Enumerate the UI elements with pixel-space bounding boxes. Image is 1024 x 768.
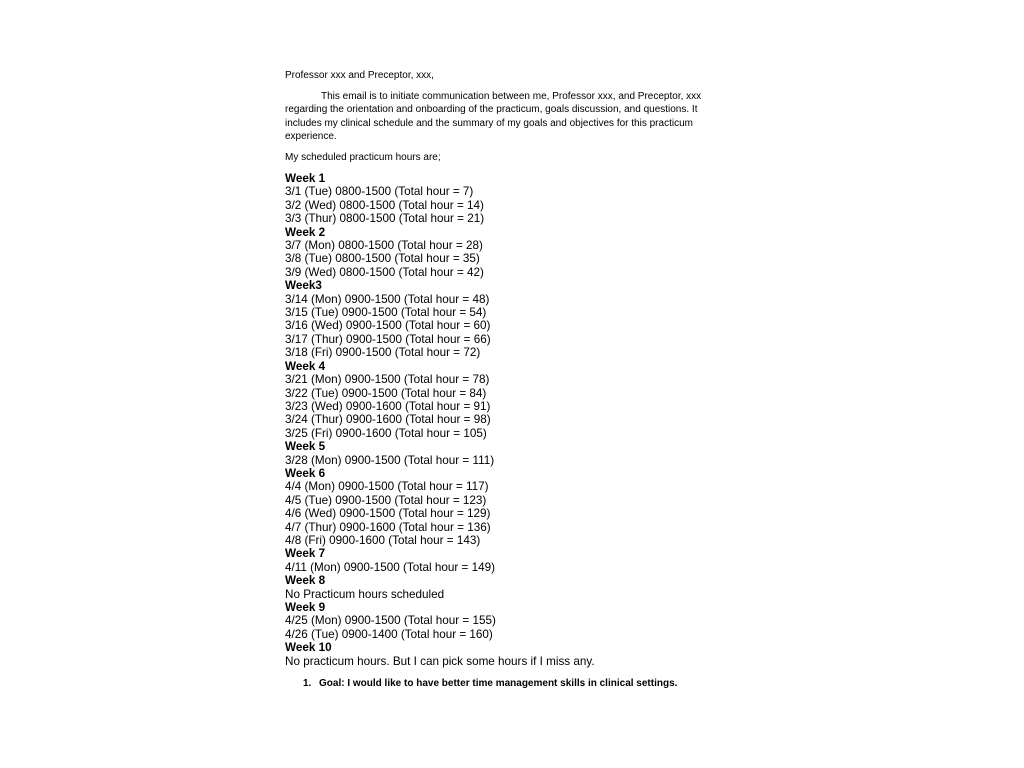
week-heading: Week 1 — [285, 172, 326, 185]
schedule-line: 3/23 (Wed) 0900-1600 (Total hour = 91) — [285, 399, 491, 413]
schedule-line: 3/9 (Wed) 0800-1500 (Total hour = 42) — [285, 265, 484, 279]
goal-number: 1. — [303, 678, 312, 690]
week-heading: Week 9 — [285, 601, 326, 614]
schedule-line: 4/7 (Thur) 0900-1600 (Total hour = 136) — [285, 520, 491, 534]
schedule-line: 3/7 (Mon) 0800-1500 (Total hour = 28) — [285, 239, 483, 253]
practicum-schedule — [285, 172, 745, 668]
schedule-line: 3/21 (Mon) 0900-1500 (Total hour = 78) — [285, 373, 490, 387]
schedule-line: 3/22 (Tue) 0900-1500 (Total hour = 84) — [285, 386, 487, 400]
week-heading: Week 5 — [285, 440, 326, 454]
schedule-line: No Practicum hours scheduled — [285, 587, 445, 601]
week-heading: Week 4 — [285, 359, 326, 373]
schedule-line: 3/14 (Mon) 0900-1500 (Total hour = 48) — [285, 292, 490, 306]
schedule-line: 3/16 (Wed) 0900-1500 (Total hour = 60) — [285, 319, 491, 333]
letter-body — [285, 69, 745, 690]
schedule-line: 3/24 (Thur) 0900-1600 (Total hour = 98) — [285, 413, 491, 427]
hours-intro: My scheduled practicum hours are; — [285, 151, 441, 163]
week-heading: Week 2 — [285, 225, 326, 239]
week-heading: Week 8 — [285, 574, 326, 588]
schedule-line: 3/17 (Thur) 0900-1500 (Total hour = 66) — [285, 332, 491, 346]
schedule-line: 3/18 (Fri) 0900-1500 (Total hour = 72) — [285, 346, 481, 360]
schedule-line: 3/1 (Tue) 0800-1500 (Total hour = 7) — [285, 185, 474, 199]
schedule-line: 3/2 (Wed) 0800-1500 (Total hour = 14) — [285, 198, 484, 212]
schedule-line: 4/4 (Mon) 0900-1500 (Total hour = 117) — [285, 480, 489, 494]
schedule-line: 4/5 (Tue) 0900-1500 (Total hour = 123) — [285, 493, 487, 507]
week-heading: Week 7 — [285, 547, 326, 561]
schedule-line: 4/6 (Wed) 0900-1500 (Total hour = 129) — [285, 507, 491, 521]
greeting: Professor xxx and Preceptor, xxx, — [285, 70, 434, 81]
schedule-line: 4/26 (Tue) 0900-1400 (Total hour = 160) — [285, 627, 493, 641]
schedule-line: 3/28 (Mon) 0900-1500 (Total hour = 111) — [285, 453, 495, 467]
intro-paragraph: This email is to initiate communication between me, Professor xxx, and Preceptor, xxx regarding the orientation and onboarding of the practicum, goals discussion, and questions. It includes my clinical schedule and the summary of my goals and objectives for this practicum experience. — [285, 90, 702, 142]
week-heading: Week3 — [285, 279, 322, 293]
schedule-line: 4/8 (Fri) 0900-1600 (Total hour = 143) — [285, 533, 481, 547]
schedule-line: 3/3 (Thur) 0800-1500 (Total hour = 21) — [285, 212, 485, 226]
schedule-line: No practicum hours. But I can pick some hours if I miss any. — [285, 654, 595, 668]
week-heading: Week 10 — [285, 641, 332, 655]
goal-text: Goal: I would like to have better time management skills in clinical settings. — [319, 678, 678, 690]
schedule-line: 3/25 (Fri) 0900-1600 (Total hour = 105) — [285, 426, 487, 440]
goal-item — [285, 677, 745, 690]
schedule-line: 4/11 (Mon) 0900-1500 (Total hour = 149) — [285, 560, 495, 574]
schedule-line: 3/8 (Tue) 0800-1500 (Total hour = 35) — [285, 252, 480, 266]
schedule-line: 4/25 (Mon) 0900-1500 (Total hour = 155) — [285, 614, 496, 628]
schedule-line: 3/15 (Tue) 0900-1500 (Total hour = 54) — [285, 306, 487, 320]
week-heading: Week 6 — [285, 466, 326, 480]
